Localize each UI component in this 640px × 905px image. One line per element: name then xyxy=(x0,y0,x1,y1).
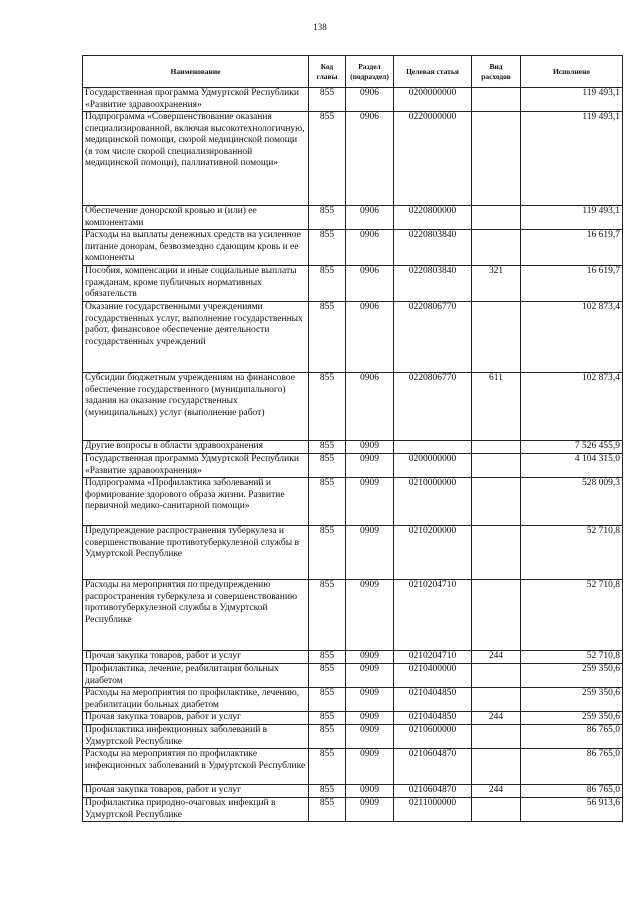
cell-kind xyxy=(472,749,521,785)
cell-kind xyxy=(472,88,521,112)
cell-chapter: 855 xyxy=(309,112,346,206)
cell-kind xyxy=(472,798,521,822)
cell-kind xyxy=(472,478,521,526)
cell-kind: 244 xyxy=(472,785,521,798)
cell-chapter: 855 xyxy=(309,454,346,478)
cell-target: 0220800000 xyxy=(394,206,472,230)
cell-name: Расходы на мероприятия по предупреждению распространения туберкулеза и совершенствованию противотуберкулезной службы в Удмуртской Республике xyxy=(83,580,309,651)
cell-executed: 86 765,0 xyxy=(521,749,623,785)
cell-name: Профилактика, лечение, реабилитация больных диабетом xyxy=(83,664,309,688)
cell-section: 0906 xyxy=(346,266,394,302)
cell-section: 0909 xyxy=(346,651,394,664)
cell-section: 0909 xyxy=(346,749,394,785)
cell-chapter: 855 xyxy=(309,206,346,230)
cell-name: Предупреждение распространения туберкулеза и совершенствование противотуберкулезной службы в Удмуртской Республике xyxy=(83,526,309,580)
table-header-row xyxy=(83,56,623,88)
cell-section: 0906 xyxy=(346,302,394,373)
cell-chapter: 855 xyxy=(309,441,346,454)
cell-chapter: 855 xyxy=(309,785,346,798)
cell-section: 0909 xyxy=(346,441,394,454)
cell-name: Государственная программа Удмуртской Республики «Развитие здравоохранения» xyxy=(83,88,309,112)
cell-target: 0200000000 xyxy=(394,454,472,478)
cell-chapter: 855 xyxy=(309,798,346,822)
cell-section: 0909 xyxy=(346,712,394,725)
header-kind: Вид расходов xyxy=(472,56,521,88)
cell-executed: 259 350,6 xyxy=(521,664,623,688)
cell-executed: 259 350,6 xyxy=(521,712,623,725)
cell-executed: 52 710,8 xyxy=(521,580,623,651)
cell-chapter: 855 xyxy=(309,651,346,664)
budget-table xyxy=(82,55,623,822)
header-chapter: Код главы xyxy=(309,56,346,88)
cell-executed: 119 493,1 xyxy=(521,112,623,206)
cell-name: Расходы на мероприятия по профилактике инфекционных заболеваний в Удмуртской Республике xyxy=(83,749,309,785)
cell-target: 0210404850 xyxy=(394,688,472,712)
cell-executed: 86 765,0 xyxy=(521,725,623,749)
cell-name: Профилактика инфекционных заболеваний в Удмуртской Республике xyxy=(83,725,309,749)
table-row xyxy=(83,441,623,454)
cell-section: 0909 xyxy=(346,785,394,798)
cell-chapter: 855 xyxy=(309,302,346,373)
cell-name: Пособия, компенсации и иные социальные выплаты гражданам, кроме публичных нормативных обязательств xyxy=(83,266,309,302)
cell-executed: 528 009,3 xyxy=(521,478,623,526)
cell-kind xyxy=(472,112,521,206)
cell-chapter: 855 xyxy=(309,749,346,785)
cell-kind xyxy=(472,206,521,230)
cell-section: 0909 xyxy=(346,688,394,712)
cell-target: 0210204710 xyxy=(394,651,472,664)
table-row xyxy=(83,664,623,688)
cell-kind: 244 xyxy=(472,651,521,664)
cell-name: Прочая закупка товаров, работ и услуг xyxy=(83,712,309,725)
table-row xyxy=(83,302,623,373)
cell-kind xyxy=(472,441,521,454)
cell-section: 0909 xyxy=(346,664,394,688)
cell-target: 0220806770 xyxy=(394,373,472,441)
table-row xyxy=(83,580,623,651)
cell-section: 0906 xyxy=(346,373,394,441)
cell-executed: 119 493,1 xyxy=(521,206,623,230)
cell-chapter: 855 xyxy=(309,373,346,441)
cell-executed: 56 913,6 xyxy=(521,798,623,822)
table-row xyxy=(83,688,623,712)
table-row xyxy=(83,88,623,112)
header-name: Наименование xyxy=(83,56,309,88)
cell-target: 0220803840 xyxy=(394,266,472,302)
cell-section: 0906 xyxy=(346,230,394,266)
cell-target: 0210400000 xyxy=(394,664,472,688)
table-row xyxy=(83,651,623,664)
cell-executed: 259 350,6 xyxy=(521,688,623,712)
cell-target: 0210600000 xyxy=(394,725,472,749)
cell-chapter: 855 xyxy=(309,664,346,688)
cell-target: 0211000000 xyxy=(394,798,472,822)
cell-name: Субсидии бюджетным учреждениям на финансовое обеспечение государственного (муниципального) задания на оказание государственных (муниципальных) услуг (выполнение работ) xyxy=(83,373,309,441)
cell-section: 0906 xyxy=(346,112,394,206)
table-row xyxy=(83,785,623,798)
cell-section: 0909 xyxy=(346,798,394,822)
table-row xyxy=(83,230,623,266)
cell-target: 0200000000 xyxy=(394,88,472,112)
cell-section: 0909 xyxy=(346,454,394,478)
cell-section: 0909 xyxy=(346,580,394,651)
header-executed: Исполнено xyxy=(521,56,623,88)
cell-executed: 119 493,1 xyxy=(521,88,623,112)
cell-executed: 16 619,7 xyxy=(521,230,623,266)
cell-name: Подпрограмма «Совершенствование оказания специализированной, включая высокотехнологичную, медицинской помощи, скорой медицинской помощи (в том числе скорой специализированной медицинской помощи), паллиативной помощи» xyxy=(83,112,309,206)
cell-name: Государственная программа Удмуртской Республики «Развитие здравоохранения» xyxy=(83,454,309,478)
cell-kind xyxy=(472,664,521,688)
table-row xyxy=(83,749,623,785)
table-row xyxy=(83,112,623,206)
cell-executed: 102 873,4 xyxy=(521,302,623,373)
cell-chapter: 855 xyxy=(309,712,346,725)
cell-section: 0909 xyxy=(346,725,394,749)
header-section: Раздел (подраздел) xyxy=(346,56,394,88)
cell-target: 0220806770 xyxy=(394,302,472,373)
cell-kind xyxy=(472,526,521,580)
cell-section: 0909 xyxy=(346,478,394,526)
cell-kind xyxy=(472,725,521,749)
cell-executed: 7 526 455,9 xyxy=(521,441,623,454)
cell-chapter: 855 xyxy=(309,688,346,712)
cell-section: 0906 xyxy=(346,206,394,230)
cell-chapter: 855 xyxy=(309,88,346,112)
table-row xyxy=(83,798,623,822)
cell-executed: 52 710,8 xyxy=(521,651,623,664)
cell-executed: 86 765,0 xyxy=(521,785,623,798)
cell-kind: 321 xyxy=(472,266,521,302)
cell-kind xyxy=(472,580,521,651)
cell-kind xyxy=(472,230,521,266)
cell-executed: 16 619,7 xyxy=(521,266,623,302)
cell-name: Оказание государственными учреждениями государственных услуг, выполнение государственных работ, финансовое обеспечение деятельности государственных учреждений xyxy=(83,302,309,373)
cell-executed: 52 710,8 xyxy=(521,526,623,580)
cell-target: 0210404850 xyxy=(394,712,472,725)
cell-chapter: 855 xyxy=(309,478,346,526)
cell-section: 0906 xyxy=(346,88,394,112)
cell-target: 0210200000 xyxy=(394,526,472,580)
cell-name: Прочая закупка товаров, работ и услуг xyxy=(83,651,309,664)
cell-target: 0210604870 xyxy=(394,785,472,798)
cell-chapter: 855 xyxy=(309,266,346,302)
header-target: Целевая статья xyxy=(394,56,472,88)
cell-name: Расходы на мероприятия по профилактике, лечению, реабилитации больных диабетом xyxy=(83,688,309,712)
cell-target xyxy=(394,441,472,454)
cell-target: 0210204710 xyxy=(394,580,472,651)
cell-name: Другие вопросы в области здравоохранения xyxy=(83,441,309,454)
cell-kind xyxy=(472,454,521,478)
cell-chapter: 855 xyxy=(309,230,346,266)
cell-executed: 4 104 315,0 xyxy=(521,454,623,478)
table-row xyxy=(83,206,623,230)
table-row xyxy=(83,725,623,749)
cell-name: Подпрограмма «Профилактика заболеваний и формирование здорового образа жизни. Развитие первичной медико-санитарной помощи» xyxy=(83,478,309,526)
table-row xyxy=(83,526,623,580)
cell-kind xyxy=(472,302,521,373)
cell-name: Обеспечение донорской кровью и (или) ее компонентами xyxy=(83,206,309,230)
cell-chapter: 855 xyxy=(309,580,346,651)
cell-kind xyxy=(472,688,521,712)
cell-section: 0909 xyxy=(346,526,394,580)
cell-name: Расходы на выплаты денежных средств на усиленное питание донорам, безвозмездно сдающим кровь и ее компоненты xyxy=(83,230,309,266)
cell-chapter: 855 xyxy=(309,526,346,580)
cell-executed: 102 873,4 xyxy=(521,373,623,441)
cell-name: Профилактика природно-очаговых инфекций в Удмуртской Республике xyxy=(83,798,309,822)
cell-kind: 244 xyxy=(472,712,521,725)
cell-target: 0220803840 xyxy=(394,230,472,266)
table-row xyxy=(83,478,623,526)
cell-name: Прочая закупка товаров, работ и услуг xyxy=(83,785,309,798)
cell-target: 0220000000 xyxy=(394,112,472,206)
table-row xyxy=(83,712,623,725)
cell-kind: 611 xyxy=(472,373,521,441)
table-row xyxy=(83,373,623,441)
table-row xyxy=(83,266,623,302)
cell-target: 0210604870 xyxy=(394,749,472,785)
cell-chapter: 855 xyxy=(309,725,346,749)
cell-target: 0210000000 xyxy=(394,478,472,526)
table-row xyxy=(83,454,623,478)
page-number: 138 xyxy=(313,22,327,32)
